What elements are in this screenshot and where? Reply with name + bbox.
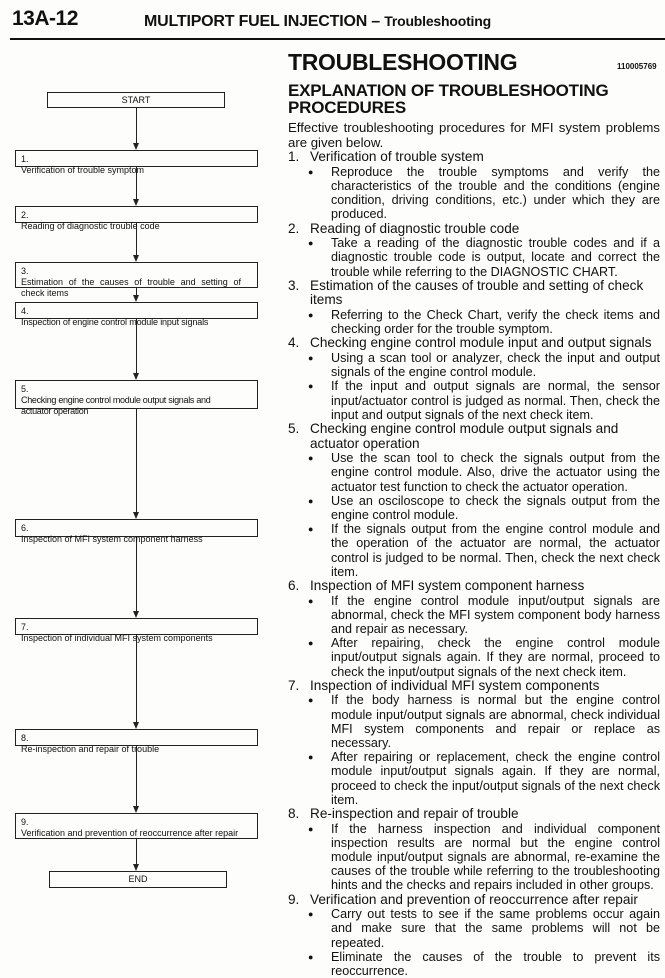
bullet-text: Using a scan tool or analyzer, check the input and output signals of the engine control module. xyxy=(331,350,660,380)
flow-step-label: Inspection of engine control module input signals xyxy=(21,317,209,327)
step-heading xyxy=(288,150,660,165)
bullet-icon: ● xyxy=(308,638,314,649)
procedure-step xyxy=(288,336,660,422)
procedure-step xyxy=(288,807,660,893)
bullet-item xyxy=(288,236,660,279)
flow-step-6 xyxy=(15,519,258,544)
bullet-item xyxy=(288,750,660,807)
flow-step-label: Inspection of individual MFI system components xyxy=(21,633,213,643)
procedure-step xyxy=(288,579,660,679)
step-title: Inspection of individual MFI system components xyxy=(310,677,600,693)
flow-step-9 xyxy=(15,813,258,839)
bullet-item xyxy=(288,308,660,336)
flow-step-number: 6. xyxy=(21,523,29,533)
flow-step-number: 5. xyxy=(21,384,29,394)
step-number: 9. xyxy=(288,891,300,907)
step-heading xyxy=(288,222,660,237)
flow-step-number: 7. xyxy=(21,622,29,632)
flow-step-number: 8. xyxy=(21,733,29,743)
flow-step-3 xyxy=(15,262,258,298)
bullet-item xyxy=(288,451,660,494)
bullet-item xyxy=(288,494,660,522)
bullet-text: If the harness inspection and individual component inspection results are normal but the engine control module input/output signals are abnormal, re-examine the causes of the trouble while referring to the troubleshooting hints and the checks and repairs included in other groups. xyxy=(331,821,660,893)
bullet-text: After repairing or replacement, check the engine control module input/output signals again. If they are normal, proceed to check the input/output signals of the next check item. xyxy=(331,750,660,807)
bullet-item xyxy=(288,636,660,679)
step-number: 2. xyxy=(288,220,300,236)
bullet-icon: ● xyxy=(308,381,314,392)
bullet-icon: ● xyxy=(308,309,314,320)
bullet-text: If the input and output signals are normal, the sensor input/actuator control is judged as normal. Then, check the input and output signals of the next check item. xyxy=(331,379,660,422)
flow-step-5 xyxy=(15,380,258,416)
flow-step-label: Re-inspection and repair of trouble xyxy=(21,744,160,754)
procedure-text xyxy=(288,121,660,978)
flow-step-number: 3. xyxy=(21,266,29,276)
bullet-text: Carry out tests to see if the same problems occur again and make sure that the same problems will not be repeated. xyxy=(331,907,660,950)
flow-step-label: Reading of diagnostic trouble code xyxy=(21,221,160,231)
procedure-step xyxy=(288,893,660,978)
step-heading xyxy=(288,279,660,308)
flow-step-label: Inspection of MFI system component harness xyxy=(21,534,203,544)
bullet-text: Take a reading of the diagnostic trouble codes and if a diagnostic trouble code is output, locate and correct the trouble while referring to the DIAGNOSTIC CHART. xyxy=(331,236,660,279)
bullet-text: Use an osciloscope to check the signals output from the engine control module. xyxy=(331,493,660,522)
bullet-icon: ● xyxy=(308,909,314,920)
page-code: 13A-12 xyxy=(12,7,78,30)
step-number: 4. xyxy=(288,335,300,351)
flow-step-number: 1. xyxy=(21,154,29,164)
bullet-icon: ● xyxy=(308,823,314,834)
procedure-step xyxy=(288,422,660,579)
bullet-item xyxy=(288,822,660,893)
connector-line xyxy=(136,634,137,723)
step-heading xyxy=(288,807,660,822)
bullet-text: Referring to the Check Chart, verify the check items and checking order for the trouble symptom. xyxy=(331,307,660,337)
bullet-icon: ● xyxy=(308,695,314,706)
bullet-item xyxy=(288,522,660,579)
flow-step-7 xyxy=(15,618,258,643)
step-number: 7. xyxy=(288,677,300,693)
flow-step-label: Estimation of the causes of trouble and setting of check items xyxy=(21,277,241,298)
section-name: MULTIPORT FUEL INJECTION xyxy=(144,13,368,30)
procedure-step xyxy=(288,150,660,221)
step-title: Re-inspection and repair of trouble xyxy=(310,806,519,822)
header-rule xyxy=(10,38,665,40)
flow-step-label: Verification of trouble symptom xyxy=(21,165,145,175)
bullet-icon: ● xyxy=(308,595,314,606)
intro-paragraph: Effective troubleshooting procedures for MFI system problems are given below. xyxy=(288,120,660,150)
bullet-text: Reproduce the trouble symptoms and verify the characteristics of the trouble and the conditions (engine condition, driving conditions, etc.) under which they are produced. xyxy=(331,164,660,222)
page-title: TROUBLESHOOTING xyxy=(288,49,518,75)
bullet-icon: ● xyxy=(308,951,314,962)
flow-step-8 xyxy=(15,729,258,754)
flow-end: END xyxy=(49,871,227,888)
arrow-down-icon xyxy=(133,722,139,729)
arrow-down-icon xyxy=(133,864,139,871)
flow-step-label: Checking engine control module output signals and actuator operation xyxy=(21,395,211,416)
flow-step-4 xyxy=(15,302,258,327)
flow-step-label: Verification and prevention of reoccurrence after repair xyxy=(21,828,239,838)
step-heading xyxy=(288,893,660,908)
bullet-text: Use the scan tool to check the signals output from the engine control module. Also, drive the actuator using the actuator test function to check the actuator operation. xyxy=(331,451,660,494)
flow-start: START xyxy=(47,92,225,108)
bullet-text: Eliminate the causes of the trouble to prevent its reoccurrence. xyxy=(331,949,660,978)
bullet-item xyxy=(288,594,660,637)
bullet-icon: ● xyxy=(308,238,314,249)
bullet-icon: ● xyxy=(308,524,314,535)
step-heading xyxy=(288,422,660,451)
step-title: Estimation of the causes of trouble and setting of check items xyxy=(310,277,644,308)
connector-line xyxy=(136,408,137,513)
bullet-item xyxy=(288,379,660,422)
bullet-item xyxy=(288,907,660,950)
bullet-item xyxy=(288,693,660,750)
arrow-down-icon xyxy=(133,143,139,150)
step-heading xyxy=(288,336,660,351)
arrow-down-icon xyxy=(133,199,139,206)
bullet-item xyxy=(288,950,660,978)
flow-step-2 xyxy=(15,206,258,231)
bullet-icon: ● xyxy=(308,453,314,464)
connector-line xyxy=(136,107,137,144)
arrow-down-icon xyxy=(133,611,139,618)
step-title: Verification and prevention of reoccurrence after repair xyxy=(310,891,638,907)
step-title: Checking engine control module input and output signals xyxy=(310,335,652,351)
bullet-icon: ● xyxy=(308,495,314,506)
step-title: Reading of diagnostic trouble code xyxy=(310,220,520,236)
step-title: Inspection of MFI system component harness xyxy=(310,578,585,594)
bullet-text: If the signals output from the engine control module and the operation of the actuator are normal, the actuator control is judged to be normal. Then, check the next check item. xyxy=(331,522,660,579)
flow-step-number: 9. xyxy=(21,817,29,827)
bullet-item xyxy=(288,165,660,222)
bullet-item xyxy=(288,351,660,379)
section-heading: EXPLANATION OF TROUBLESHOOTING PROCEDURES xyxy=(288,81,609,117)
procedure-step xyxy=(288,679,660,807)
flow-step-number: 4. xyxy=(21,306,29,316)
connector-line xyxy=(136,536,137,612)
connector-line xyxy=(136,838,137,865)
flow-step-1 xyxy=(15,150,258,175)
bullet-text: If the body harness is normal but the engine control module input/output signals are abnormal, check individual MFI system components and repair or replace as necessary. xyxy=(331,693,660,751)
bullet-icon: ● xyxy=(308,166,314,177)
bullet-text: After repairing, check the engine control module input/output signals again. If they are normal, proceed to check the input/output signals of the next check item. xyxy=(331,636,660,679)
bullet-icon: ● xyxy=(308,352,314,363)
bullet-text: If the engine control module input/output signals are abnormal, check the MFI system component body harness and repair as necessary. xyxy=(331,593,660,637)
section-separator: – xyxy=(367,13,385,30)
step-heading xyxy=(288,679,660,694)
arrow-down-icon xyxy=(133,255,139,262)
procedure-step xyxy=(288,279,660,337)
step-number: 5. xyxy=(288,421,300,436)
flow-step-number: 2. xyxy=(21,210,29,220)
bullet-icon: ● xyxy=(308,752,314,763)
step-title: Checking engine control module output signals and actuator operation xyxy=(310,421,619,451)
document-id: 110005769 xyxy=(617,62,657,71)
step-heading xyxy=(288,579,660,594)
arrow-down-icon xyxy=(133,806,139,813)
step-title: Verification of trouble system xyxy=(310,149,484,165)
arrow-down-icon xyxy=(133,512,139,519)
arrow-down-icon xyxy=(133,373,139,380)
procedure-step xyxy=(288,222,660,279)
subsection-name: Troubleshooting xyxy=(384,13,491,29)
step-number: 6. xyxy=(288,578,300,594)
step-number: 3. xyxy=(288,277,300,293)
section-title xyxy=(144,13,491,31)
procedure-steps xyxy=(288,150,660,978)
step-number: 1. xyxy=(288,149,300,165)
step-number: 8. xyxy=(288,806,300,822)
